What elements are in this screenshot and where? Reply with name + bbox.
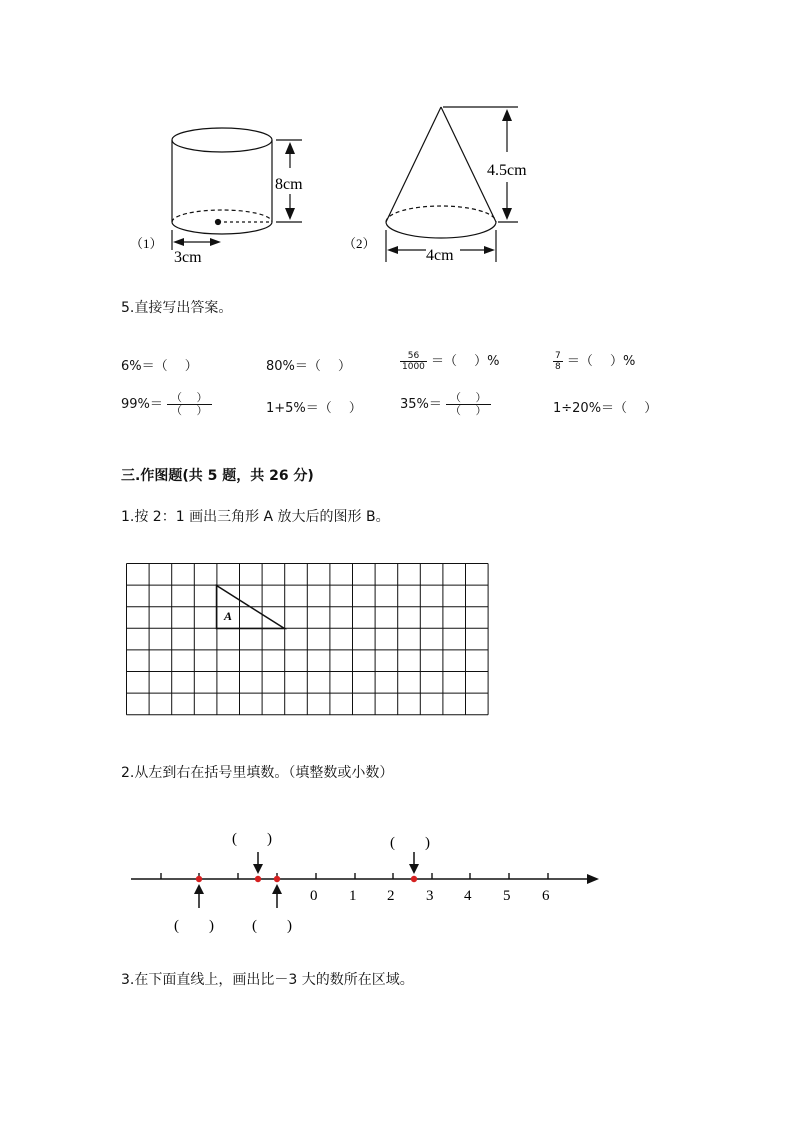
cone-figure [386,107,518,262]
q5-item-1-div-20percent: 1÷20%＝（ ） [553,401,658,416]
arrow-up-icon [194,884,204,894]
cylinder-radius-label: 3cm [174,249,202,266]
solid-figures [0,0,794,280]
tick-label-5: 5 [503,888,511,904]
cylinder-index: （1） [130,236,163,251]
arrow-down-icon [409,864,419,874]
arrow-down-icon [253,864,263,874]
tick-label-4: 4 [464,888,472,904]
fraction-56-1000 [400,351,427,372]
blank-fraction [446,392,491,417]
expression-prefix: 35%＝ [400,397,442,412]
section3-heading: 三.作图题(共 5 题，共 26 分) [121,468,314,484]
drawing-grid[interactable] [120,558,495,723]
blank-fraction [167,392,212,417]
blank-denominator: （ ） [171,404,208,417]
q5-item-7-over-8 [553,350,635,372]
triangle-a-label: A [224,609,233,623]
answer-blank-d[interactable]: ( ) [390,835,430,851]
q3-2-text: 2.从左到右在括号里填数。（填整数或小数） [121,765,394,781]
cone-height-label: 4.5cm [487,162,527,179]
answer-blank-a[interactable]: ( ) [174,918,214,934]
tick-label-3: 3 [426,888,434,904]
fraction-equals-blank: ＝（ ）% [431,354,500,369]
point-c [274,876,280,882]
fraction-denominator: 1000 [402,362,425,372]
number-line [0,820,794,940]
fraction-numerator: 56 [400,351,427,362]
q5-item-35percent [400,392,491,417]
cylinder-height-label: 8cm [275,176,303,193]
blank-numerator: （ ） [167,392,212,405]
point-a [196,876,202,882]
cone-diameter-label: 4cm [426,247,454,264]
blank-denominator: （ ） [450,404,487,417]
expression-prefix: 99%＝ [121,397,163,412]
arrow-up-icon [272,884,282,894]
answer-blank-c[interactable]: ( ) [252,918,292,934]
cone-index: （2） [343,236,376,251]
q5-title: 5.直接写出答案。 [121,300,233,316]
q3-3-text: 3.在下面直线上，画出比－3 大的数所在区域。 [121,972,414,988]
blank-numerator: （ ） [446,392,491,405]
q5-item-1-plus-5percent: 1+5%＝（ ） [266,401,362,416]
q5-item-80percent: 80%＝（ ） [266,359,352,374]
q5-item-99percent [121,392,212,417]
q3-1-text: 1.按 2：1 画出三角形 A 放大后的图形 B。 [121,509,390,525]
tick-label-1: 1 [349,888,357,904]
point-d [411,876,417,882]
q5-item-6percent: 6%＝（ ） [121,359,198,374]
point-b [255,876,261,882]
q5-item-56-over-1000 [400,350,500,372]
fraction-numerator: 7 [555,351,561,361]
answer-blank-b[interactable]: ( ) [232,831,272,847]
fraction-denominator: 8 [555,362,561,372]
tick-label-2: 2 [387,888,395,904]
fraction-equals-blank: ＝（ ）% [566,354,636,369]
tick-label-0: 0 [310,888,318,904]
tick-label-6: 6 [542,888,550,904]
axis-arrow-icon [587,874,599,884]
fraction-7-8 [553,351,563,372]
